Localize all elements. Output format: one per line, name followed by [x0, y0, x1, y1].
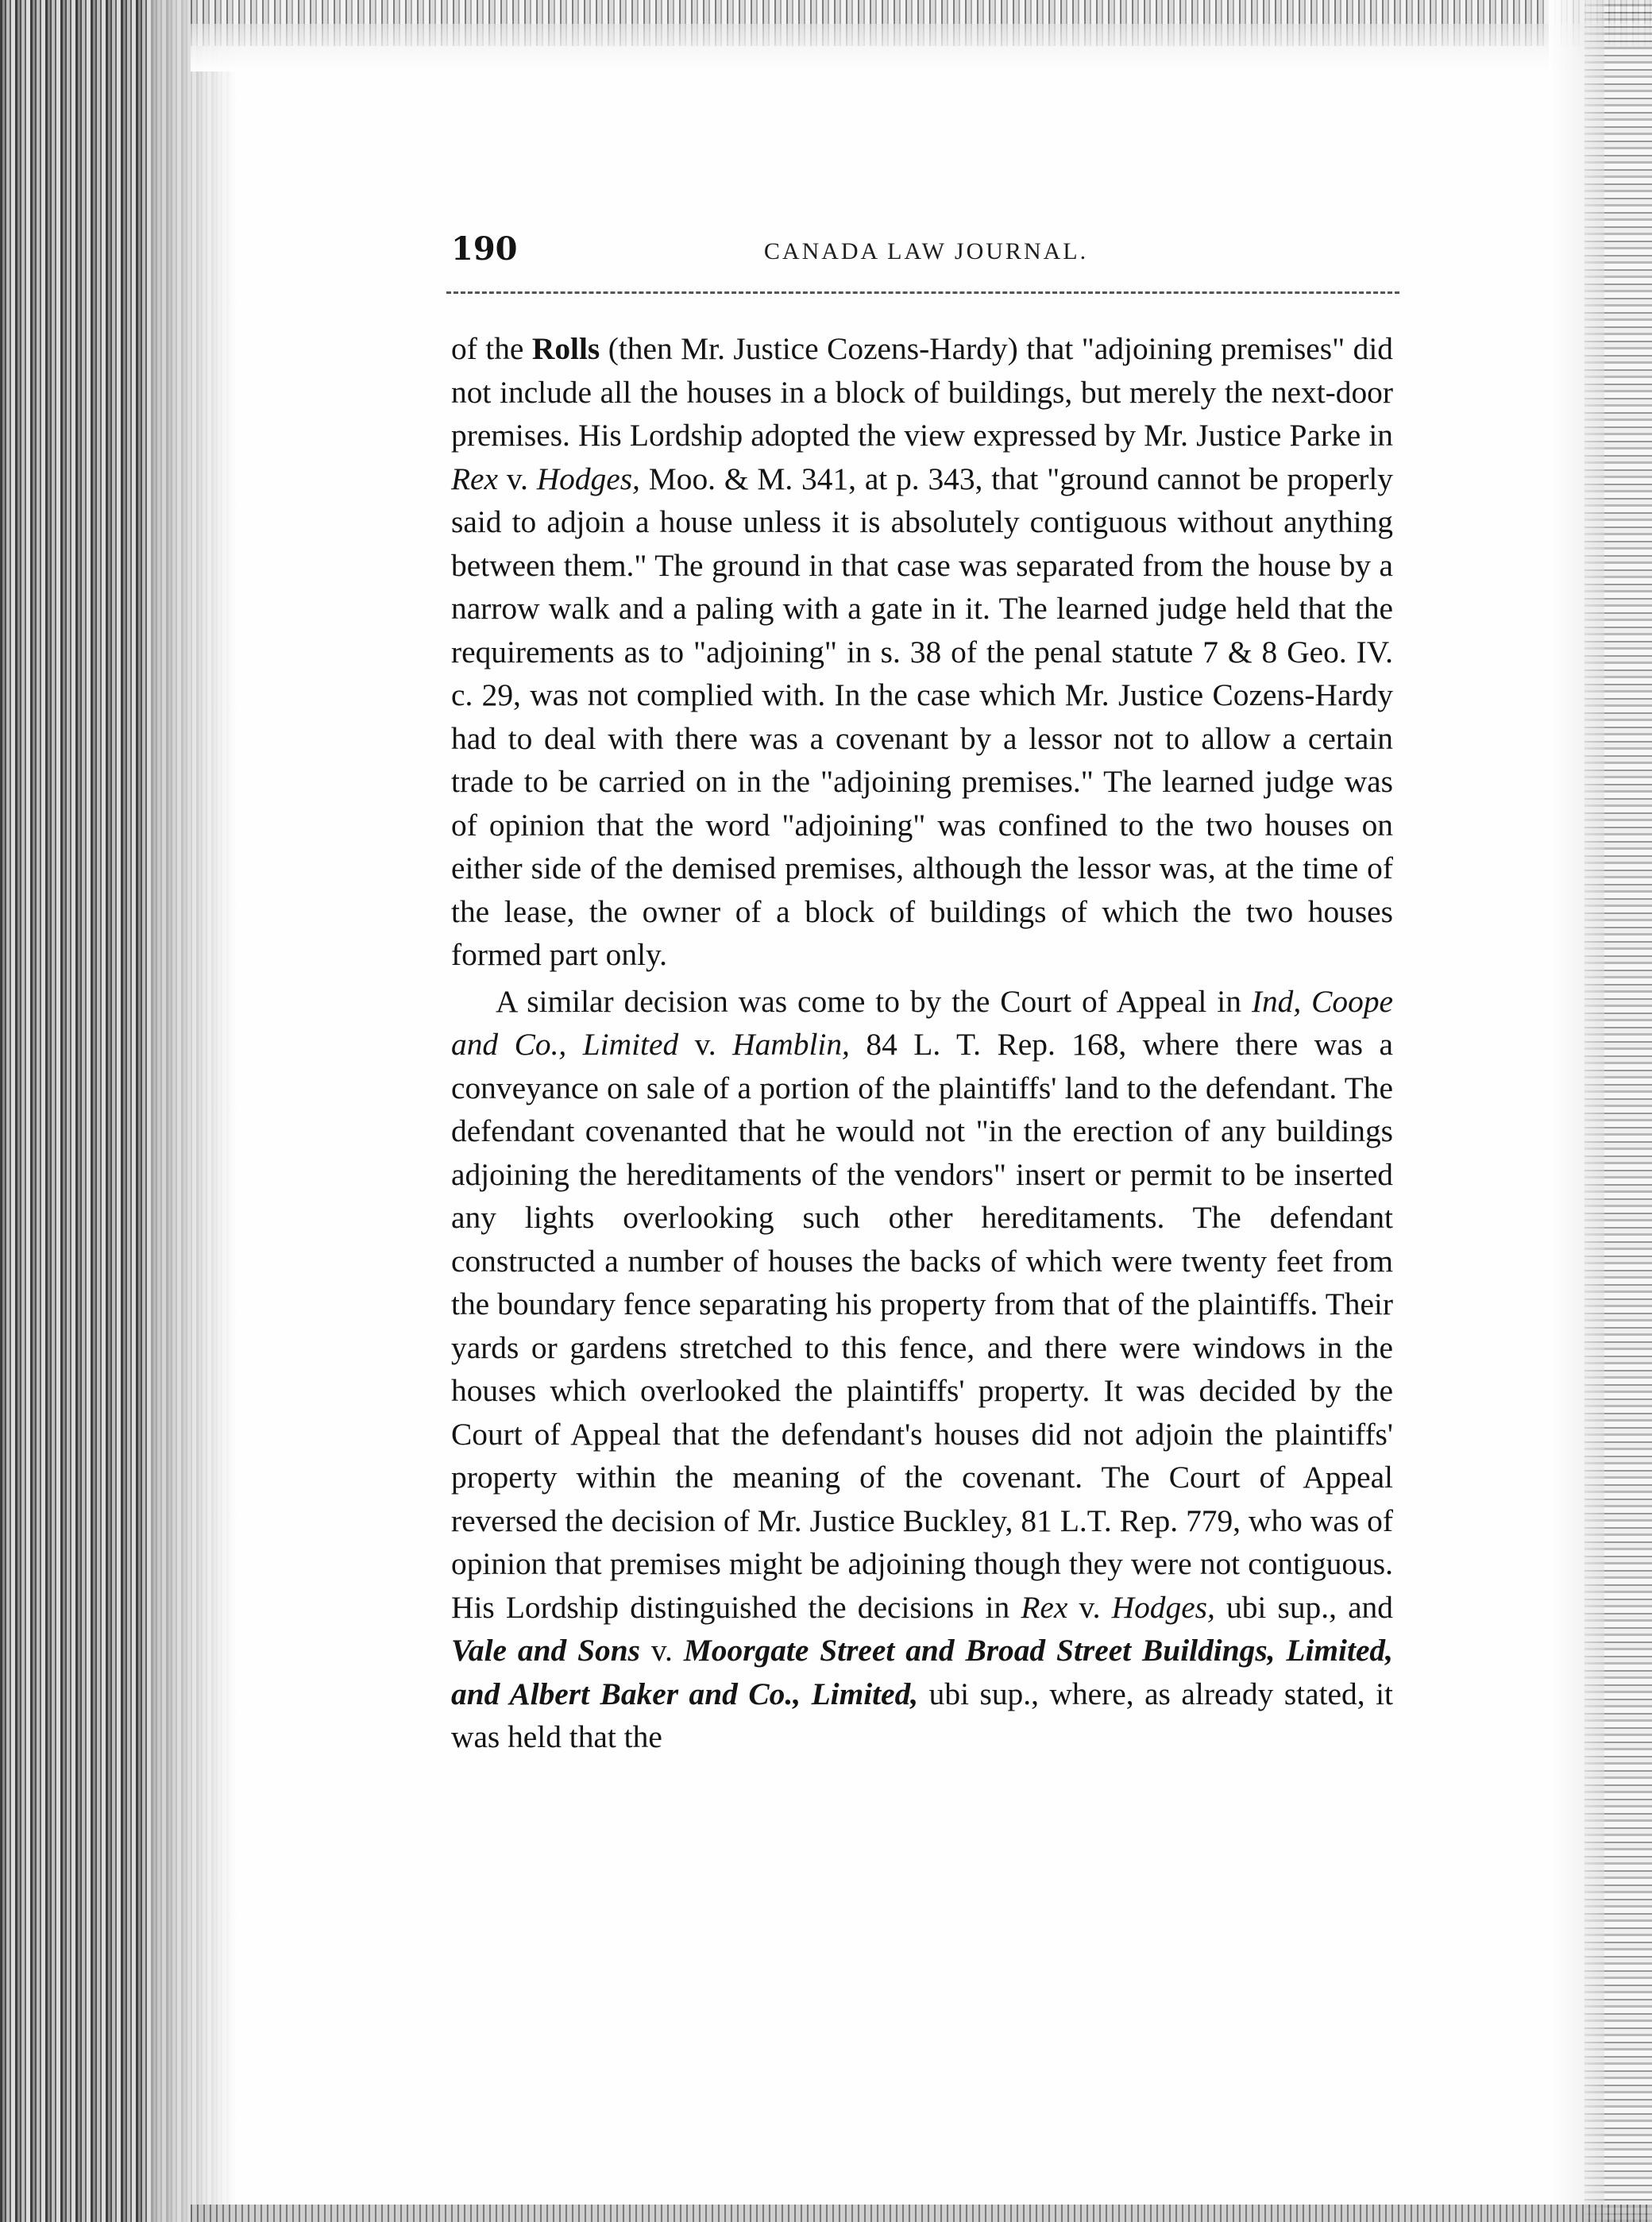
page-number: 190 — [451, 230, 518, 268]
p1-text-b: Moo. & M. 341, at p. 343, that "ground cannot be properly said to adjoin a house unless it is absolutely contiguous without anything between them." The ground in that case was separated from the house by a narrow walk and a paling with a gate in it. The learned judge held that the requirements as to "adjoining" in s. 38 of the penal statute 7 & 8 Geo. IV. c. 29, was not complied with. In the case which Mr. Justice Cozens-Hardy had to deal with there was a covenant by a lessor not to allow a certain trade to be carried on in the "adjoining premises." The learned judge was of opinion that the word "adjoining" was confined to the two houses on either side of the demised premises, although the lessor was, at the time of the lease, the owner of a block of buildings of which the two houses formed part only. — [451, 461, 1393, 972]
p2-case-vale: Vale and Sons — [451, 1633, 640, 1668]
p2-versus-2: v. — [1079, 1589, 1101, 1625]
p1-rolls: Rolls — [531, 331, 600, 366]
top-edge-fade — [191, 24, 1652, 71]
p2-case-hamblin: Hamblin, — [732, 1027, 850, 1062]
page-header — [451, 230, 1401, 294]
article-body — [451, 327, 1393, 1759]
right-edge-fade — [1549, 0, 1604, 2222]
p1-case-hodges: Hodges, — [536, 461, 640, 496]
p2-versus-1: v. — [694, 1027, 716, 1062]
paragraph-1 — [451, 327, 1393, 977]
p2-case-rex: Rex — [1021, 1589, 1068, 1625]
header-rule — [446, 291, 1399, 294]
p2-case-ind-coope: Ind, Coope and Co., Limited — [451, 983, 1393, 1062]
gutter-fade — [151, 0, 238, 2222]
p2-text-b: 84 L. T. Rep. 168, where there was a conveyance on sale of a portion of the plaintiffs' land to the defendant. The defendant covenanted that he would not "in the erection of any buildings adjoining the hereditaments of the vendors" insert or permit to be inserted any lights overlooking such other hereditaments. The defendant constructed a number of houses the backs of which were twenty feet from the boundary fence separating his property from that of the plaintiffs. Their yards or gardens stretched to this fence, and there were windows in the houses which overlooked the plaintiffs' property. It was decided by the Court of Appeal that the defendant's houses did not adjoin the plaintiffs' property within the meaning of the covenant. The Court of Appeal reversed the decision of Mr. Justice Buckley, 81 L.T. Rep. 779, who was of opinion that premises might be adjoining though they were not contiguous. His Lordship distinguished the decisions in — [451, 1027, 1393, 1625]
paragraph-2 — [451, 980, 1393, 1759]
p2-text-c: ubi sup., and — [1226, 1589, 1393, 1625]
running-head: CANADA LAW JOURNAL. — [763, 238, 1089, 264]
p2-case-moorgate: Moorgate Street and Broad Street Buildings, Limited, and Albert Baker and Co., Limited, — [451, 1633, 1393, 1711]
p1-text-a: (then Mr. Justice Cozens-Hardy) that "adjoining premises" did not include all the houses in a block of buildings, but merely the next-door premises. His Lordship adopted the view expressed by Mr. Justice Parke in — [451, 331, 1393, 453]
p2-text-a: A similar decision was come to by the Court of Appeal in — [496, 983, 1241, 1019]
p1-lead: of the — [451, 331, 524, 366]
p2-text-d: ubi sup., where, as already stated, it was held that the — [451, 1676, 1393, 1754]
p1-versus: v. — [506, 461, 528, 496]
p1-case-rex: Rex — [451, 461, 499, 496]
p2-versus-3: v. — [650, 1633, 673, 1668]
p2-case-hodges: Hodges, — [1111, 1589, 1215, 1625]
page-bottom-edge — [191, 2205, 1652, 2222]
